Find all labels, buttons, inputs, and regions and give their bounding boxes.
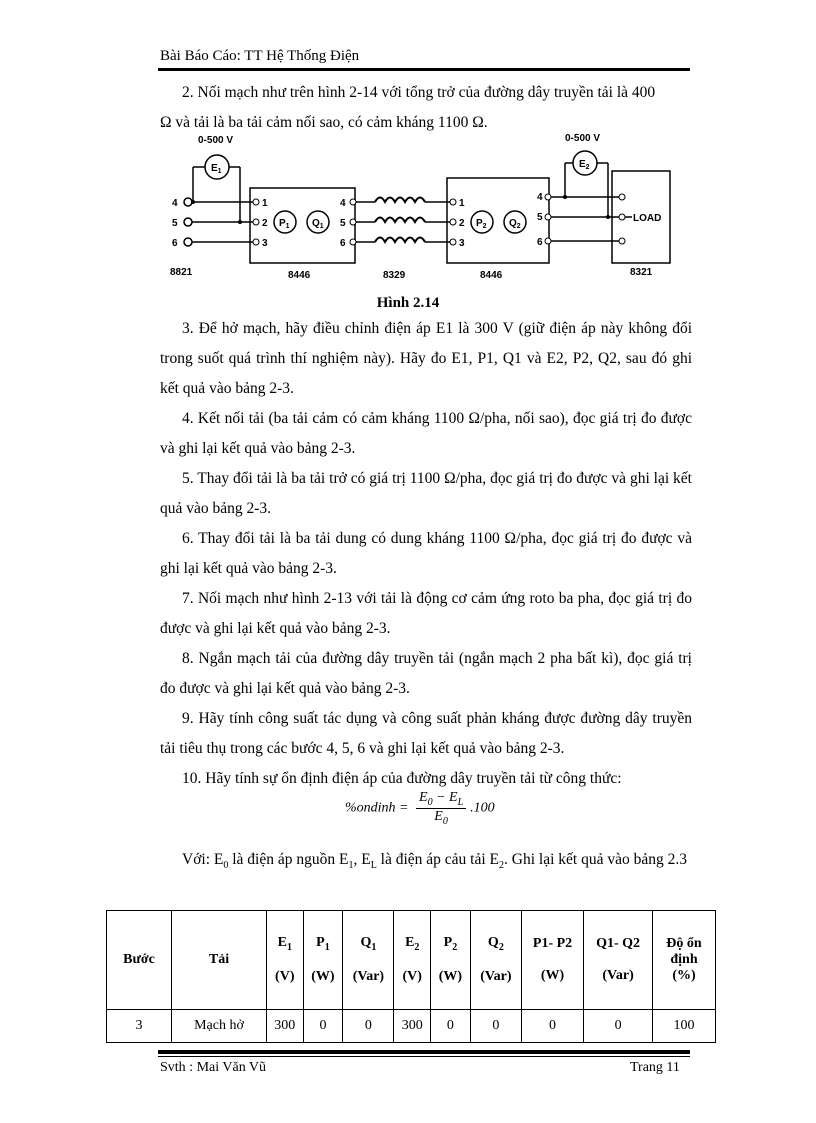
cell: 100 (653, 1010, 716, 1043)
svg-text:2: 2 (262, 218, 268, 229)
input-6: 6 (172, 238, 178, 249)
input-5: 5 (172, 218, 178, 229)
svg-text:5: 5 (340, 218, 346, 229)
svg-text:4: 4 (340, 198, 346, 209)
step-4: 4. Kết nối tải (ba tải cảm có cảm kháng 1100 Ω/pha, nối sao), đọc giá trị đo được và ghi lại kết quả vào bảng 2-3. (160, 410, 692, 457)
footer-author: Svth : Mai Văn Vũ (160, 1060, 267, 1075)
steps-3-10 (160, 314, 692, 794)
volt-range-left: 0-500 V (198, 135, 234, 146)
load-label: LOAD (633, 213, 662, 224)
col-e1: $E_1$ (V) (267, 911, 304, 1010)
inductor-bank (375, 198, 425, 243)
step-9: 9. Hãy tính công suất tác dụng và công suất phản kháng được đường dây truyền tải tiêu thụ trong các bước 4, 5, 6 và ghi lại kết quả vào bảng 2-3. (160, 710, 692, 757)
cell: 0 (521, 1010, 583, 1043)
step-7: 7. Nối mạch như hình 2-13 với tải là động cơ cảm ứng roto ba pha, đọc giá trị đo được và ghi lại kết quả vào bảng 2-3. (160, 590, 692, 637)
svg-text:E2: $E_2$ (579, 159, 590, 171)
svg-text:1: 1 (459, 198, 465, 209)
col-step: Bước (107, 911, 172, 1010)
step-2-line2: Ω và tải là ba tải cảm nối sao, có cảm kháng 1100 Ω. (160, 114, 488, 131)
col-e2: $E_2$ (V) (394, 911, 431, 1010)
svg-text:P2: $P_2$ (476, 218, 487, 230)
svg-text:3: 3 (459, 238, 465, 249)
svg-text:1: 1 (262, 198, 268, 209)
svg-text:6: 6 (537, 237, 543, 248)
col-p2: $P_2$ (W) (431, 911, 471, 1010)
cell: 0 (343, 1010, 394, 1043)
col-load: Tải (172, 911, 267, 1010)
col-q1: $Q_1$ (Var) (343, 911, 394, 1010)
col-q-diff: Q1- Q2 (Var) (584, 911, 653, 1010)
footer-rule-thin (158, 1056, 690, 1057)
volt-range-right: 0-500 V (565, 133, 601, 144)
e1-label: $E_1$ (211, 163, 222, 175)
svg-text:8321: 8321 (630, 267, 653, 278)
cell: 0 (584, 1010, 653, 1043)
step-2-line1: 2. Nối mạch như trên hình 2-14 với tổng trở của đường dây truyền tải là 400 (182, 84, 656, 101)
page-header: Bài Báo Cáo: TT Hệ Thống Điện (160, 48, 360, 64)
table-row (107, 1010, 716, 1043)
page-number: Trang 11 (630, 1060, 680, 1075)
note-text: Với: $E_0$ là điện áp nguồn $E_1$, $E_L$ là điện áp cảu tải $E_2$. Ghi lại kết quả vào bảng 2.3 (182, 851, 687, 872)
col-stability: Độ ổn định (%) (653, 911, 716, 1010)
svg-text:Q1: $Q_1$ (312, 218, 324, 230)
header-rule (158, 68, 690, 71)
step-2 (160, 78, 692, 138)
cell: 0 (303, 1010, 343, 1043)
svg-text:5: 5 (537, 212, 543, 223)
step-10: 10. Hãy tính sự ổn định điện áp của đường dây truyền tải từ công thức: (182, 770, 622, 787)
footer-rule (158, 1050, 690, 1054)
svg-text:8821: 8821 (170, 267, 193, 278)
cell: 3 (107, 1010, 172, 1043)
cell: 300 (394, 1010, 431, 1043)
svg-text:8446: 8446 (480, 270, 503, 281)
svg-text:3: 3 (262, 238, 268, 249)
stability-formula: %ondinh = $\frac{E_0 - E_L}{E_0}$ .100 (345, 790, 495, 827)
step-8: 8. Ngắn mạch tải của đường dây truyền tải (ngắn mạch 2 pha bất kì), đọc giá trị đo được và ghi lại kết quả vào bảng 2-3. (160, 650, 692, 697)
svg-text:6: 6 (340, 238, 346, 249)
cell: 300 (267, 1010, 304, 1043)
svg-text:2: 2 (459, 218, 465, 229)
svg-text:Q2: $Q_2$ (509, 218, 521, 230)
cell: Mạch hở (172, 1010, 267, 1043)
svg-text:P1: $P_1$ (279, 218, 290, 230)
svg-text:4: 4 (537, 192, 543, 203)
results-table (106, 910, 716, 1043)
table-header-row (107, 911, 716, 1010)
step-5: 5. Thay đổi tải là ba tải trở có giá trị 1100 Ω/pha, đọc giá trị đo được và ghi lại kết quả vào bảng 2-3. (160, 470, 692, 517)
step-3: 3. Để hở mạch, hãy điều chỉnh điện áp E1 là 300 V (giữ điện áp này không đổi trong suốt quá trình thí nghiệm này). Hãy đo E1, P1, Q1 và E2, P2, Q2, sau đó ghi kết quả vào bảng 2-3. (160, 320, 692, 397)
note-paragraph (160, 845, 692, 881)
col-p1: $P_1$ (W) (303, 911, 343, 1010)
col-p-diff: P1- P2 (W) (521, 911, 583, 1010)
svg-text:8446: 8446 (288, 270, 311, 281)
input-4: 4 (172, 198, 178, 209)
svg-text:8329: 8329 (383, 270, 406, 281)
circuit-diagram (160, 133, 690, 285)
cell: 0 (470, 1010, 521, 1043)
col-q2: $Q_2$ (Var) (470, 911, 521, 1010)
step-6: 6. Thay đổi tải là ba tải dung có dung kháng 1100 Ω/pha, đọc giá trị đo được và ghi lại kết quả vào bảng 2-3. (160, 530, 692, 577)
figure-caption: Hình 2.14 (376, 295, 440, 311)
cell: 0 (431, 1010, 471, 1043)
